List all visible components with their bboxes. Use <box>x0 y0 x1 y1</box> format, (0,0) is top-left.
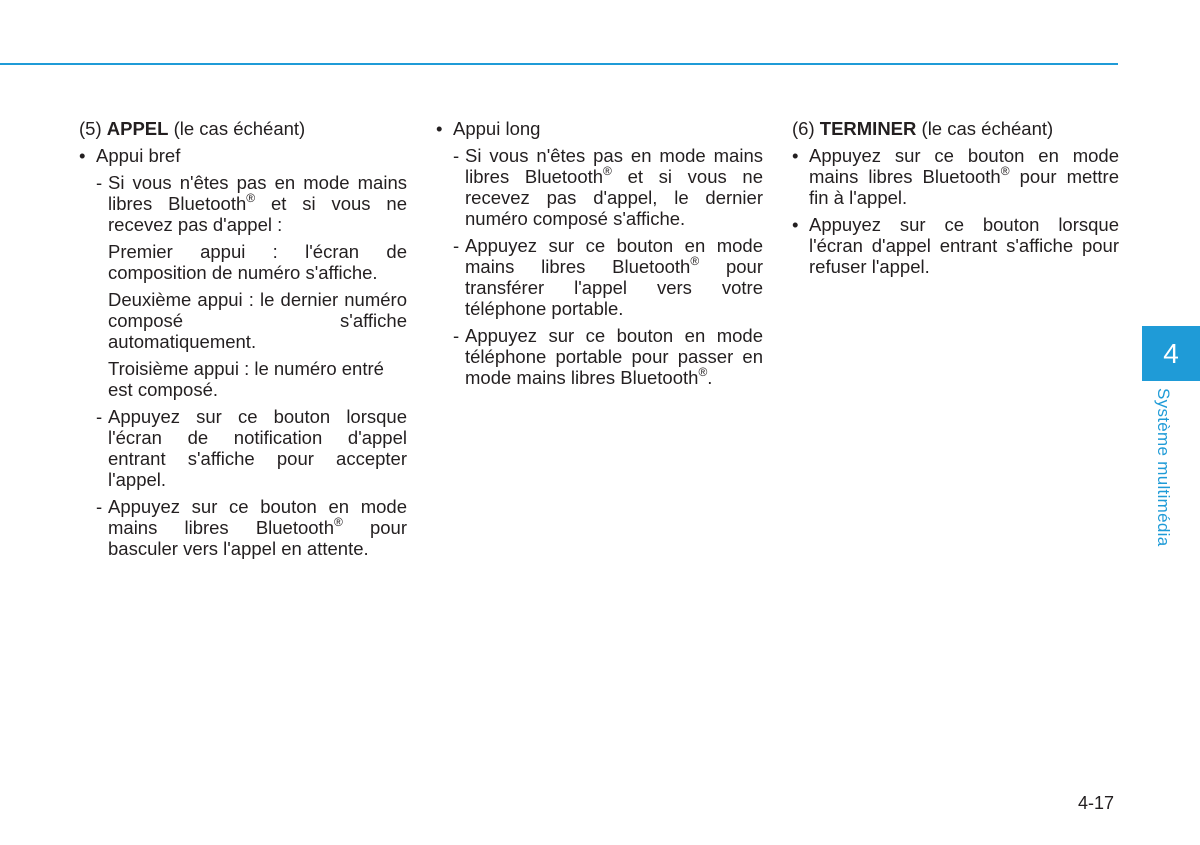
bullet-text: Appui bref <box>96 145 181 166</box>
heading-qualifier: (le cas échéant) <box>921 118 1054 139</box>
dash-item <box>96 406 407 490</box>
bullet-mark: • <box>792 214 799 235</box>
registered-mark: ® <box>246 190 256 205</box>
section-heading-terminer <box>792 118 1119 139</box>
bullet-item <box>79 145 407 166</box>
dash-text: et si vous ne recevez pas d'appel, le dernier numéro composé s'affiche. <box>465 166 763 229</box>
registered-mark: ® <box>1000 163 1010 178</box>
heading-title: TERMINER <box>819 118 917 139</box>
section-heading-appel <box>79 118 407 139</box>
heading-qualifier: (le cas échéant) <box>173 118 306 139</box>
dash-text: Appuyez sur ce bouton en mode téléphone portable pour passer en mode mains libres Bluetooth <box>465 325 763 388</box>
dash-item <box>453 235 763 319</box>
bullet-mark: • <box>79 145 86 166</box>
heading-title: APPEL <box>106 118 169 139</box>
column-3 <box>792 118 1119 283</box>
bullet-text: Appuyez sur ce bouton en mode mains libres Bluetooth <box>809 145 1119 187</box>
bullet-mark: • <box>792 145 799 166</box>
dash-item <box>96 172 407 235</box>
registered-mark: ® <box>690 253 700 268</box>
heading-number: (6) <box>792 118 815 139</box>
dash-mark: - <box>453 325 460 346</box>
top-rule <box>0 63 1118 65</box>
dash-text: pour basculer vers l'appel en attente. <box>108 517 408 559</box>
chapter-label: Système multimédia <box>1154 388 1173 547</box>
dash-text: . <box>707 367 713 388</box>
dash-text: et si vous ne recevez pas d'appel : <box>108 193 407 235</box>
dash-mark: - <box>96 172 103 193</box>
column-1 <box>79 118 407 565</box>
column-2 <box>436 118 763 394</box>
chapter-number: 4 <box>1163 337 1179 369</box>
bullet-text: Appuyez sur ce bouton lorsque l'écran d'appel entrant s'affiche pour refuser l'appel. <box>809 214 1119 277</box>
sub-paragraph: Troisième appui : le numéro entré est composé. <box>108 358 384 400</box>
dash-text: Appuyez sur ce bouton en mode mains libres Bluetooth <box>465 235 763 277</box>
registered-mark: ® <box>603 163 612 178</box>
heading-number: (5) <box>79 118 102 139</box>
dash-item <box>96 496 407 559</box>
bullet-item <box>436 118 763 139</box>
sub-paragraph: Premier appui : l'écran de composition de numéro s'affiche. <box>108 241 407 283</box>
dash-text: Si vous n'êtes pas en mode mains libres Bluetooth <box>465 145 763 187</box>
dash-mark: - <box>96 496 103 517</box>
dash-text: pour transférer l'appel vers votre téléphone portable. <box>465 256 763 319</box>
registered-mark: ® <box>698 364 708 379</box>
bullet-text: pour mettre fin à l'appel. <box>809 166 1120 208</box>
bullet-mark: • <box>436 118 443 139</box>
bullet-item <box>792 214 1119 277</box>
page-number: 4-17 <box>1078 793 1115 813</box>
dash-text: Si vous n'êtes pas en mode mains libres Bluetooth <box>108 172 407 214</box>
bullet-text: Appui long <box>453 118 541 139</box>
bullet-item <box>792 145 1119 208</box>
dash-mark: - <box>96 406 103 427</box>
dash-mark: - <box>453 235 460 256</box>
dash-text: Appuyez sur ce bouton lorsque l'écran de notification d'appel entrant s'affiche pour accepter l'appel. <box>108 406 407 490</box>
sub-paragraph: Deuxième appui : le dernier numéro composé s'affiche automatiquement. <box>108 289 407 352</box>
dash-item <box>453 145 763 229</box>
registered-mark: ® <box>334 514 343 529</box>
chapter-tab <box>1142 326 1200 381</box>
dash-text: Appuyez sur ce bouton en mode mains libres Bluetooth <box>108 496 407 538</box>
dash-item <box>453 325 763 388</box>
dash-mark: - <box>453 145 460 166</box>
